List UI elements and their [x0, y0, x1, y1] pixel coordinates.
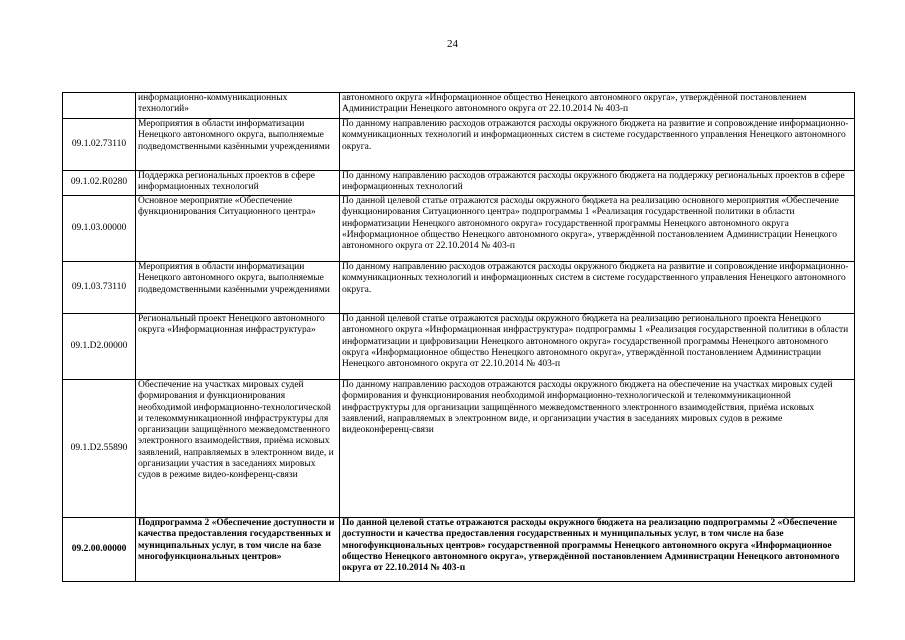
name-cell: Подпрограмма 2 «Обеспечение доступности и качества предоставления государственных и муниципальных услуг, в том числе на базе многофункциональных центров»: [136, 518, 340, 582]
description-cell: автономного округа «Информационное общество Ненецкого автономного округа», утверждённой постановлением Администрации Ненецкого автономного округа от 22.10.2014 № 403-п: [340, 93, 855, 119]
description-cell: По данному направлению расходов отражаются расходы окружного бюджета на обеспечение на участках мировых судей формирования и функционирования необходимой информационно-технологической и телекоммуникационной инфраструктуры для организации защищённого межведомственного электронного взаимодействия, приёма исковых заявлений, направляемых в электронном виде, и организации участия в заседаниях мировых судов в режиме видеоконференц-связи: [340, 380, 855, 518]
page-number: 24: [447, 38, 458, 50]
table-row: [63, 119, 855, 171]
table-row: [63, 196, 855, 262]
name-cell: Региональный проект Ненецкого автономного округа «Информационная инфраструктура»: [136, 314, 340, 380]
code-cell: 09.1.03.73110: [63, 262, 136, 314]
table-row: [63, 380, 855, 518]
code-cell: 09.1.D2.00000: [63, 314, 136, 380]
description-cell: По данной целевой статье отражаются расходы окружного бюджета на реализацию регионального проекта Ненецкого автономного округа «Информационная инфраструктура» подпрограммы 1 «Реализация государственной политики в области информатизации и цифровизации Ненецкого автономного округа» государственной программы Ненецкого автономного округа «Информационное общество Ненецкого автономного округа», утверждённой постановлением Администрации Ненецкого автономного округа от 22.10.2014 № 403-п: [340, 314, 855, 380]
name-cell: Мероприятия в области информатизации Ненецкого автономного округа, выполняемые подведомственными казёнными учреждениями: [136, 262, 340, 314]
code-cell: 09.2.00.00000: [63, 518, 136, 582]
code-cell: 09.1.03.00000: [63, 196, 136, 262]
table-row: [63, 518, 855, 582]
name-cell: Обеспечение на участках мировых судей формирования и функционирования необходимой информационно-технологической и телекоммуникационной инфраструктуры для организации защищённого межведомственного электронного взаимодействия, приёма исковых заявлений, направляемых в электронном виде, и организации участия в заседаниях мировых судов в режиме видео-конференц-связи: [136, 380, 340, 518]
budget-classification-table: [62, 92, 855, 582]
description-cell: По данному направлению расходов отражаются расходы окружного бюджета на развитие и сопровождение информационно-коммуникационных технологий и информационных систем в системе государственного управления Ненецкого автономного округа.: [340, 119, 855, 171]
description-cell: По данному направлению расходов отражаются расходы окружного бюджета на развитие и сопровождение информационно-коммуникационных технологий и информационных систем в системе государственного управления Ненецкого автономного округа.: [340, 262, 855, 314]
table-row: [63, 314, 855, 380]
code-cell: [63, 93, 136, 119]
code-cell: 09.1.D2.55890: [63, 380, 136, 518]
table-row: [63, 262, 855, 314]
description-cell: По данному направлению расходов отражаются расходы окружного бюджета на поддержку региональных проектов в сфере информационных технологий: [340, 171, 855, 196]
table-row: [63, 171, 855, 196]
code-cell: 09.1.02.73110: [63, 119, 136, 171]
name-cell: Мероприятия в области информатизации Ненецкого автономного округа, выполняемые подведомственными казёнными учреждениями: [136, 119, 340, 171]
name-cell: Основное мероприятие «Обеспечение функционирования Ситуационного центра»: [136, 196, 340, 262]
name-cell: Поддержка региональных проектов в сфере информационных технологий: [136, 171, 340, 196]
description-cell: По данной целевой статье отражаются расходы окружного бюджета на реализацию подпрограммы 2 «Обеспечение доступности и качества предоставления государственных и муниципальных услуг, в том числе на базе многофункциональных центров» государственной программы Ненецкого автономного округа «Информационное общество Ненецкого автономного округа», утверждённой постановлением Администрации Ненецкого автономного округа от 22.10.2014 № 403-п: [340, 518, 855, 582]
code-cell: 09.1.02.R0280: [63, 171, 136, 196]
name-cell: информационно-коммуникационных технологий»: [136, 93, 340, 119]
table-row: [63, 93, 855, 119]
description-cell: По данной целевой статье отражаются расходы окружного бюджета на реализацию основного мероприятия «Обеспечение функционирования Ситуационного центра» подпрограммы 1 «Реализация государственной политики в области информатизации Ненецкого автономного округа» государственной программы Ненецкого автономного округа «Информационное общество Ненецкого автономного округа», утверждённой постановлением Администрации Ненецкого автономного округа от 22.10.2014 № 403-п: [340, 196, 855, 262]
